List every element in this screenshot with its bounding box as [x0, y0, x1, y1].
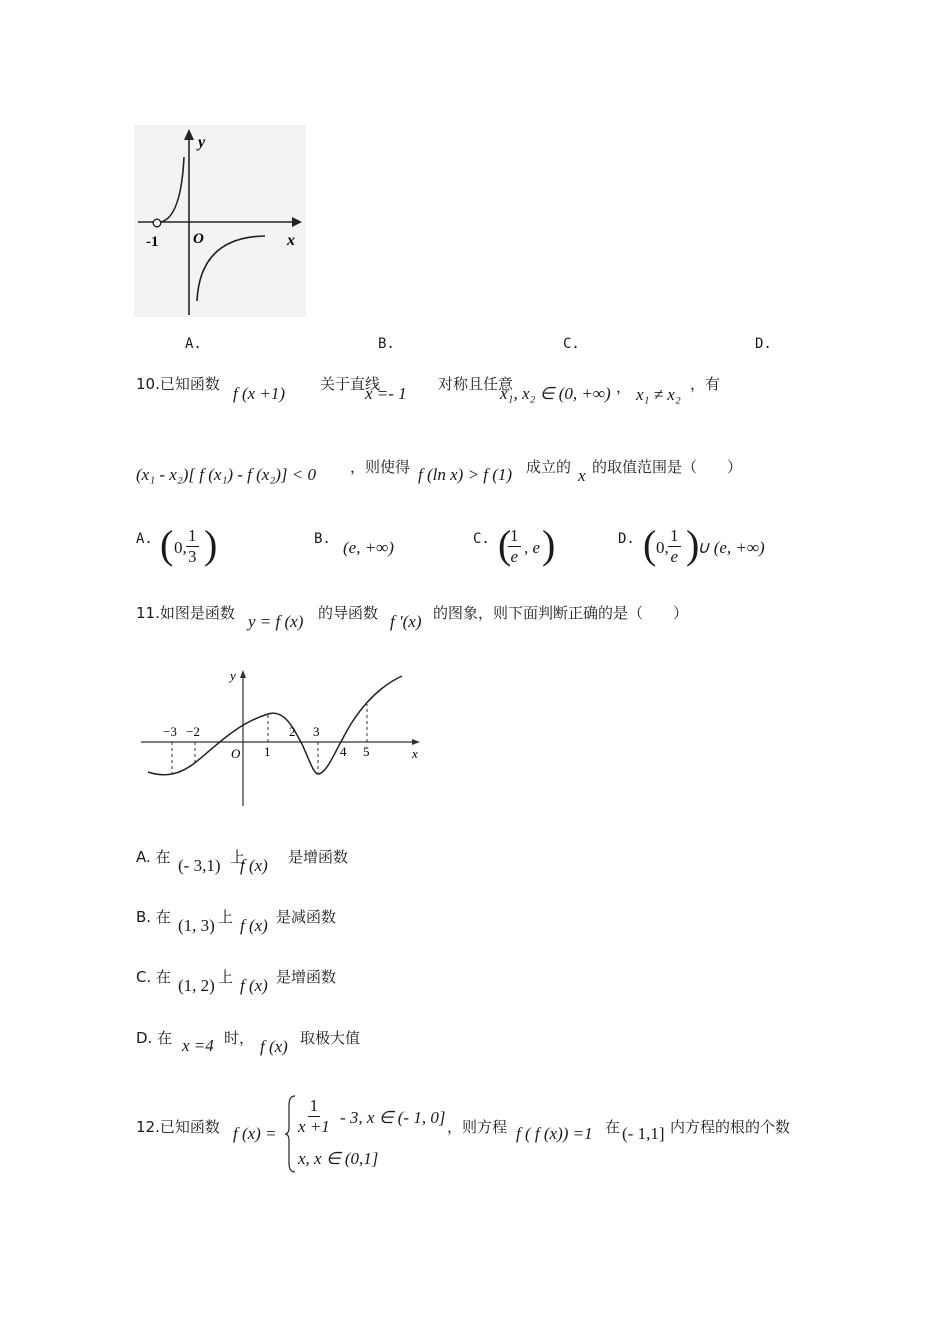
tick-label-1: 1 [264, 744, 271, 759]
q10-opt-d-tail: ∪ (e, +∞) [697, 538, 765, 557]
q10-any-text: 对称且任意 [438, 375, 514, 393]
y-axis-arrow [240, 670, 246, 678]
q10-opt-c-fraction [508, 526, 521, 567]
q11-option-c[interactable] [136, 966, 536, 996]
q10-opt-a-den: 3 [188, 547, 197, 566]
q10-opt-c-right-paren: ) [542, 522, 556, 567]
q10-opt-c-label[interactable]: C. [473, 531, 490, 547]
q11-opt-b-tail: 是减函数 [276, 908, 337, 926]
q11-opt-c-on: 上 [218, 968, 234, 986]
q12-brace [284, 1095, 296, 1173]
x-axis-label: x [287, 232, 295, 249]
q10-neq-expr: x₁ ≠ x₂ [636, 385, 681, 404]
q12-then-text: ，则方程 [447, 1118, 508, 1136]
q10-opt-a-zero: 0, [174, 538, 187, 557]
q9-option-b[interactable]: B. [378, 336, 395, 352]
q10-opt-c-tail: , e [524, 538, 541, 557]
hyperbola-graph [134, 125, 306, 317]
q12-case1-num: 1 [309, 1096, 319, 1115]
q10-hold-text: 成立的 [526, 458, 572, 476]
q12-number: 12.已知函数 [136, 1118, 220, 1136]
q11-opt-a-on: 上 [230, 848, 246, 866]
q11-opt-b-label: B. 在 [136, 908, 171, 926]
q11-opt-c-interval: (1, 2) [178, 976, 215, 995]
q11-opt-a-interval: (- 3,1) [178, 856, 221, 875]
q10-opt-a-fraction [186, 526, 199, 567]
tick-label-neg3: −3 [163, 724, 177, 739]
q11-opt-a-fx: f (x) [240, 856, 268, 875]
q9-option-c[interactable]: C. [563, 336, 580, 352]
q9-option-d[interactable]: D. [755, 336, 772, 352]
q10-opt-a-left-paren: ( [160, 522, 174, 567]
q10-cond-expr: f (ln x) > f (1) [418, 465, 513, 484]
q11-opt-d-fx: f (x) [260, 1037, 288, 1056]
origin-label: O [193, 231, 204, 247]
q10-have-text: ，有 [690, 375, 721, 393]
x-axis-arrow [412, 739, 420, 745]
q12-rest-text: 内方程的根的个数 [670, 1118, 791, 1136]
q11-option-d[interactable] [136, 1027, 536, 1057]
q12-f-expr: f (x) = [233, 1124, 277, 1143]
q10-opt-d-zero: 0, [656, 538, 669, 557]
q10-f-expr: f (x +1) [233, 384, 286, 403]
q10-opt-d-right-paren: ) [686, 522, 700, 567]
q12-in-text: 在 [605, 1118, 621, 1136]
q10-opt-a-num: 1 [188, 526, 197, 545]
neg-one-label: -1 [146, 234, 159, 250]
tick-label-neg2: −2 [186, 724, 200, 739]
q10-opt-a-label[interactable]: A. [136, 531, 153, 547]
tick-label-3: 3 [313, 724, 320, 739]
q11-rest-text: 的图象，则下面判断正确的是（ ） [433, 604, 689, 622]
q10-ineq-expr: (x₁ - x₂)[ f (x₁) - f (x₂)] < 0 [136, 465, 317, 484]
q11-opt-c-fx: f (x) [240, 976, 268, 995]
q11-number: 11.如图是函数 [136, 604, 235, 622]
q11-opt-a-tail: 是增函数 [288, 848, 349, 866]
q10-then-text: ，则使得 [350, 458, 411, 476]
q10-opt-d-label[interactable]: D. [618, 531, 635, 547]
tick-label-2: 2 [289, 724, 296, 739]
q12-case1-tail: - 3, x ∈ (- 1, 0] [340, 1108, 446, 1127]
q11-opt-d-cond: x =4 [182, 1036, 214, 1055]
q12-case1-fraction [296, 1096, 332, 1137]
q11-option-b[interactable] [136, 906, 536, 936]
q12-eq-expr: f ( f (x)) =1 [516, 1124, 593, 1143]
q11-option-a[interactable] [136, 846, 536, 876]
q11-fprime-expr: f '(x) [390, 612, 422, 631]
q10-opt-d-fraction [668, 526, 681, 567]
q10-line-expr: x =- 1 [365, 384, 407, 403]
q11-opt-c-label: C. 在 [136, 968, 172, 986]
q10-opt-d-left-paren: ( [643, 522, 657, 567]
q10-set-expr: x₁, x₂ ∈ (0, +∞) [500, 384, 611, 403]
q11-opt-d-when: 时， [224, 1029, 255, 1047]
q10-number: 10.已知函数 [136, 375, 220, 393]
tick-label-5: 5 [363, 744, 370, 759]
origin-label: O [231, 746, 241, 761]
q12-case2: x, x ∈ (0,1] [298, 1149, 379, 1168]
q11-opt-b-interval: (1, 3) [178, 916, 215, 935]
derivative-graph [136, 660, 436, 810]
q11-opt-d-label: D. 在 [136, 1029, 173, 1047]
q10-symm-text: 关于直线 [320, 375, 381, 393]
q10-opt-c-num: 1 [510, 526, 519, 545]
q11-opt-c-tail: 是增函数 [276, 968, 337, 986]
q10-opt-a-right-paren: ) [204, 522, 218, 567]
open-point [153, 219, 161, 227]
q12-case1-den: x +1 [298, 1117, 330, 1136]
q10-opt-b-label[interactable]: B. [314, 531, 331, 547]
q11-opt-d-tail: 取极大值 [300, 1029, 361, 1047]
q10-opt-c-left-paren: ( [498, 522, 512, 567]
x-axis-label: x [412, 746, 418, 761]
q10-range-text: 的取值范围是（ ） [592, 458, 743, 476]
q11-opt-b-fx: f (x) [240, 916, 268, 935]
tick-label-4: 4 [340, 744, 347, 759]
q10-opt-d-num: 1 [670, 526, 679, 545]
y-axis-label: y [230, 668, 236, 683]
q10-opt-c-den: e [510, 547, 519, 566]
q11-deriv-text: 的导函数 [318, 604, 379, 622]
q11-opt-b-on: 上 [218, 908, 234, 926]
q9-option-a[interactable]: A. [185, 336, 202, 352]
q10-comma: ， [616, 378, 632, 396]
q12-interval: (- 1,1] [622, 1124, 665, 1143]
q10-opt-d-den: e [670, 547, 679, 566]
y-axis-label: y [198, 134, 206, 151]
q11-opt-a-label: A. 在 [136, 848, 171, 866]
q10-x-var: x [578, 466, 586, 485]
q10-opt-b-expr: (e, +∞) [343, 538, 394, 557]
q11-y-expr: y = f (x) [248, 612, 304, 631]
